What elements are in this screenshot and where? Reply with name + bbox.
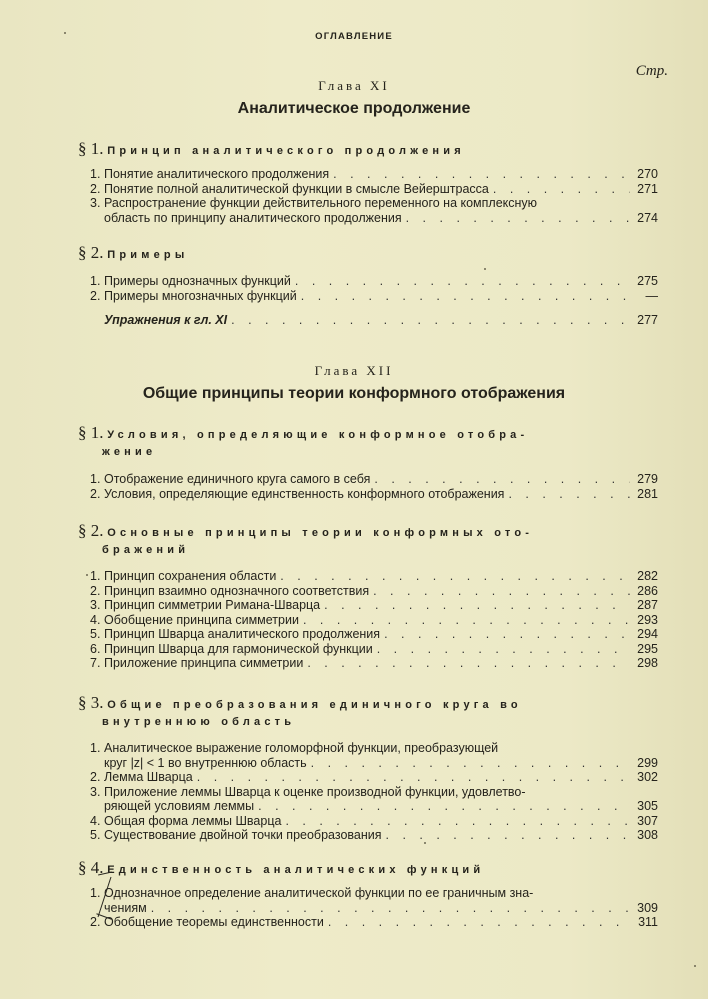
entry-page: 279: [637, 472, 658, 486]
entry-text: Существование двойной точки преобразования: [104, 828, 382, 842]
toc-entry[interactable]: [90, 741, 658, 770]
entry-text-continued: ряющей условиям леммы: [104, 799, 255, 813]
toc-entry[interactable]: [90, 886, 658, 915]
toc-entry[interactable]: [90, 814, 658, 829]
entry-number: 2.: [90, 181, 101, 196]
toc-entry[interactable]: [90, 182, 658, 197]
dot-leader: [281, 814, 630, 829]
toc-entry[interactable]: [90, 627, 658, 642]
entry-text: Приложение леммы Шварца к оценке производной функции, удовлетво-: [104, 784, 526, 799]
entry-page: 294: [637, 627, 658, 641]
dot-leader: [299, 613, 630, 628]
entry-text: Однозначное определение аналитической функции по ее граничным зна-: [104, 886, 534, 900]
dot-leader: [254, 799, 630, 814]
entry-text: Принцип Шварца для гармонической функции: [104, 641, 373, 656]
entry-number: 2.: [90, 583, 101, 598]
entry-list: [90, 569, 658, 671]
entry-page: 307: [637, 813, 658, 828]
section-heading: [78, 424, 638, 461]
entry-page: 275: [637, 274, 658, 288]
toc-entry[interactable]: [90, 785, 658, 814]
entry-number: 1.: [90, 741, 101, 755]
dot-leader: [329, 167, 630, 182]
section-number: § 3.: [78, 693, 104, 712]
entry-number: 4.: [90, 612, 101, 627]
entry-text: Обобщение теоремы единственности: [104, 915, 324, 929]
entry-page: 286: [637, 583, 658, 598]
entry-page: 281: [637, 486, 658, 501]
entry-number: 1.: [90, 274, 101, 288]
section-title: Основные принципы теории конформных ото-: [107, 527, 534, 539]
dot-leader: [291, 274, 630, 289]
entry-text: Понятие полной аналитической функции в смысле Вейерштрасса: [104, 181, 489, 196]
entry-page: 298: [637, 656, 658, 670]
entry-number: 7.: [90, 656, 101, 670]
dot-leader: [297, 289, 630, 304]
entry-text: Отображение единичного круга самого в себя: [104, 472, 371, 486]
entry-page: —: [645, 288, 658, 303]
section-heading: [78, 244, 638, 264]
dot-leader: [276, 569, 630, 584]
section-heading: [78, 522, 638, 559]
toc-entry[interactable]: [90, 770, 658, 785]
entry-list: [90, 741, 658, 843]
entry-text: Примеры однозначных функций: [104, 274, 291, 288]
entry-number: 5.: [90, 828, 101, 842]
dot-leader: [369, 584, 630, 599]
entry-page: 287: [637, 598, 658, 612]
entry-number: 3.: [90, 196, 101, 210]
entry-page: 274: [637, 210, 658, 225]
dot-leader: [402, 211, 630, 226]
entry-text: Упражнения к гл. XI: [104, 313, 228, 327]
entry-number: 5.: [90, 627, 101, 641]
dot-leader: [324, 915, 630, 930]
entry-number: 2.: [90, 915, 101, 929]
toc-entry[interactable]: [90, 598, 658, 613]
toc-entry[interactable]: [90, 915, 658, 930]
section-title-continued: внутреннюю область: [102, 716, 296, 728]
section-title: Общие преобразования единичного круга во: [107, 699, 522, 711]
entry-page: 271: [637, 181, 658, 196]
entry-text-continued: чениям: [104, 900, 147, 915]
toc-entry[interactable]: [90, 487, 658, 502]
paper-speck-icon: [484, 268, 486, 270]
entry-page: 311: [638, 915, 658, 929]
entry-text-continued: круг |z| < 1 во внутреннюю область: [104, 755, 307, 770]
dot-leader: [307, 756, 630, 771]
toc-entry[interactable]: [90, 274, 658, 289]
entry-number: 2.: [90, 770, 101, 784]
entry-text: Приложение принципа симметрии: [104, 656, 304, 670]
entry-page: 305: [637, 799, 658, 813]
entry-page: 277: [637, 313, 658, 327]
entry-text: Аналитическое выражение голоморфной функции, преобразующей: [104, 741, 499, 755]
chapter-label: Глава XI: [318, 78, 390, 93]
section-heading: [78, 859, 638, 879]
entry-number: 1.: [90, 569, 101, 583]
entry-page: 302: [637, 770, 658, 784]
section-title: Условия, определяющие конформное отобра-: [107, 429, 529, 441]
toc-entry[interactable]: [90, 196, 658, 225]
dot-leader: [227, 313, 630, 328]
entry-text: Принцип Шварца аналитического продолжения: [104, 627, 381, 641]
paper-speck-icon: [424, 842, 426, 844]
toc-entry[interactable]: [90, 642, 658, 657]
entry-number: 3.: [90, 784, 101, 799]
dot-leader: [320, 598, 630, 613]
dot-leader: [489, 182, 630, 197]
entry-text: Распространение функции действительного переменного на комплексную: [104, 196, 538, 210]
entry-list: [90, 274, 658, 328]
chapter-title: Общие принципы теории конформного отображения: [142, 385, 566, 402]
dot-leader: [303, 656, 630, 671]
dot-leader: [382, 828, 631, 843]
section-title: Единственность аналитических функций: [107, 864, 485, 876]
chapter-label: Глава XII: [314, 363, 394, 378]
section-number: § 1.: [78, 139, 104, 158]
paper-speck-icon: [86, 574, 88, 576]
toc-entry[interactable]: [90, 828, 658, 843]
section-title-continued: жение: [102, 446, 157, 458]
entry-number: 1.: [90, 886, 101, 900]
entry-text: Общая форма леммы Шварца: [104, 813, 282, 828]
entry-list: [90, 167, 658, 225]
entry-text: Обобщение принципа симметрии: [104, 612, 299, 627]
entry-page: 270: [637, 167, 658, 181]
section-title-continued: бражений: [102, 544, 190, 556]
entry-text: Понятие аналитического продолжения: [104, 167, 330, 181]
entry-text: Лемма Шварца: [104, 770, 193, 784]
entry-page: 308: [637, 828, 658, 842]
entry-list: [90, 886, 658, 930]
entry-list: [90, 472, 658, 501]
page-column-label: Стр.: [635, 63, 668, 79]
chapter-title: Аналитическое продолжение: [237, 100, 471, 117]
entry-number: 6.: [90, 641, 101, 656]
section-number: § 1.: [78, 423, 104, 442]
entry-page: 295: [637, 641, 658, 656]
toc-entry[interactable]: [90, 584, 658, 599]
dot-leader: [370, 472, 630, 487]
entry-number: 4.: [90, 813, 101, 828]
dot-leader: [380, 627, 630, 642]
dot-leader: [193, 770, 630, 785]
dot-leader: [373, 642, 630, 657]
entry-page: 293: [637, 612, 658, 627]
toc-entry[interactable]: [90, 613, 658, 628]
entry-page: 309: [637, 900, 658, 915]
section-title: Принцип аналитического продолжения: [107, 145, 465, 157]
entry-page: 299: [637, 755, 658, 770]
toc-entry[interactable]: [90, 289, 658, 304]
section-number: § 4.: [78, 858, 104, 877]
section-heading: [78, 694, 638, 731]
entry-text: Принцип взаимно однозначного соответствия: [104, 583, 370, 598]
running-head: ОГЛАВЛЕНИЕ: [315, 31, 393, 42]
paper-speck-icon: [694, 965, 696, 967]
toc-entry-exercises[interactable]: [90, 313, 658, 328]
paper-speck-icon: [64, 32, 66, 34]
entry-number: 1.: [90, 167, 101, 181]
toc-entry[interactable]: [90, 167, 658, 182]
section-number: § 2.: [78, 243, 104, 262]
dot-leader: [504, 487, 630, 502]
dot-leader: [147, 901, 630, 916]
entry-text: Примеры многозначных функций: [104, 288, 297, 303]
toc-entry[interactable]: [90, 569, 658, 584]
entry-text-continued: область по принципу аналитического продолжения: [104, 210, 402, 225]
entry-number: 2.: [90, 486, 101, 501]
toc-entry[interactable]: [90, 472, 658, 487]
toc-entry[interactable]: [90, 656, 658, 671]
entry-text: Условия, определяющие единственность конформного отображения: [104, 486, 505, 501]
section-number: § 2.: [78, 521, 104, 540]
entry-text: Принцип сохранения области: [104, 569, 277, 583]
section-title: Примеры: [107, 249, 189, 261]
entry-number: 1.: [90, 472, 101, 486]
entry-number: 2.: [90, 288, 101, 303]
entry-number: 3.: [90, 598, 101, 612]
section-heading: [78, 140, 638, 160]
entry-page: 282: [637, 569, 658, 583]
entry-text: Принцип симметрии Римана-Шварца: [104, 598, 321, 612]
